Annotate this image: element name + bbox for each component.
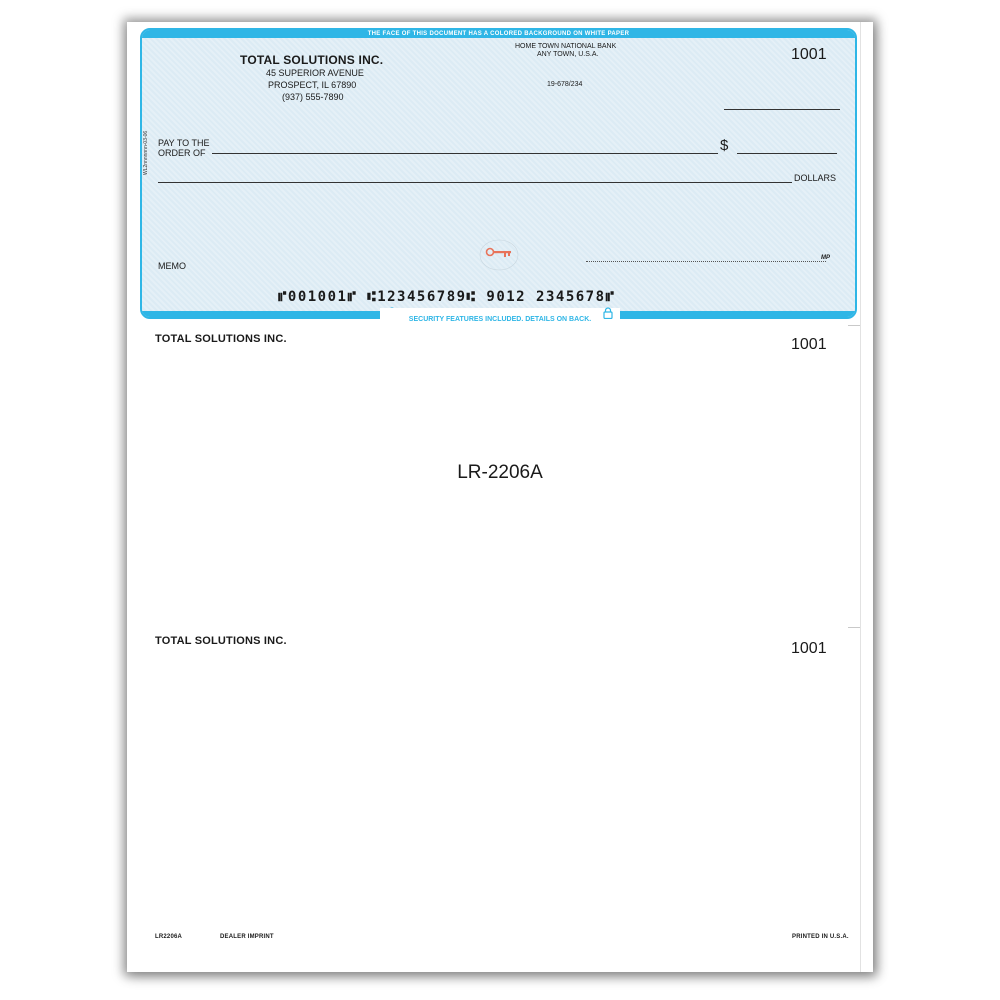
bank-name: HOME TOWN NATIONAL BANK	[515, 43, 617, 50]
amount-words-line[interactable]	[158, 182, 792, 183]
pay-to-label-line1: PAY TO THE	[158, 138, 210, 148]
security-features-text: SECURITY FEATURES INCLUDED. DETAILS ON BACK.	[408, 316, 592, 323]
stub1-check-number: 1001	[791, 336, 827, 353]
bank-city: ANY TOWN, U.S.A.	[537, 51, 599, 58]
stub2-check-number: 1001	[791, 640, 827, 657]
key-seal-icon	[478, 238, 520, 272]
company-address-line2: PROSPECT, IL 67890	[268, 80, 357, 90]
form-code: LR-2206A	[457, 462, 543, 483]
colored-background-notice: THE FACE OF THIS DOCUMENT HAS A COLORED BACKGROUND ON WHITE PAPER	[367, 31, 630, 37]
check-number: 1001	[791, 46, 827, 63]
side-code: WL2nnnnnnn-03-06	[143, 130, 149, 175]
amount-line[interactable]	[737, 153, 837, 154]
stub2-company-name: TOTAL SOLUTIONS INC.	[155, 635, 287, 647]
perforation-mark	[848, 325, 860, 326]
company-name: TOTAL SOLUTIONS INC.	[240, 53, 384, 67]
stub1-company-name: TOTAL SOLUTIONS INC.	[155, 333, 287, 345]
company-address-line1: 45 SUPERIOR AVENUE	[266, 68, 364, 78]
footer-form-code: LR2206A	[155, 934, 183, 940]
date-line[interactable]	[724, 109, 840, 110]
payee-line[interactable]	[212, 153, 718, 154]
dollars-label: DOLLARS	[794, 173, 837, 183]
perforation-mark	[848, 627, 860, 628]
memo-label: MEMO	[158, 261, 186, 271]
signature-line[interactable]	[586, 261, 826, 262]
dollar-sign: $	[720, 137, 729, 154]
security-features-note	[380, 308, 620, 323]
check-face	[140, 28, 857, 319]
footer-printed-in: PRINTED IN U.S.A.	[792, 934, 849, 940]
company-phone: (937) 555-7890	[282, 92, 344, 102]
sheet-edge	[860, 22, 861, 972]
fraction-code: 19-678/234	[547, 81, 583, 88]
micr-line: ⑈001001⑈ ⑆123456789⑆ 9012 2345678⑈	[278, 289, 616, 305]
microprint-mark: MP	[821, 255, 830, 261]
pay-to-label-line2: ORDER OF	[158, 148, 206, 158]
padlock-icon	[603, 307, 613, 319]
footer-dealer-imprint: DEALER IMPRINT	[220, 934, 274, 940]
